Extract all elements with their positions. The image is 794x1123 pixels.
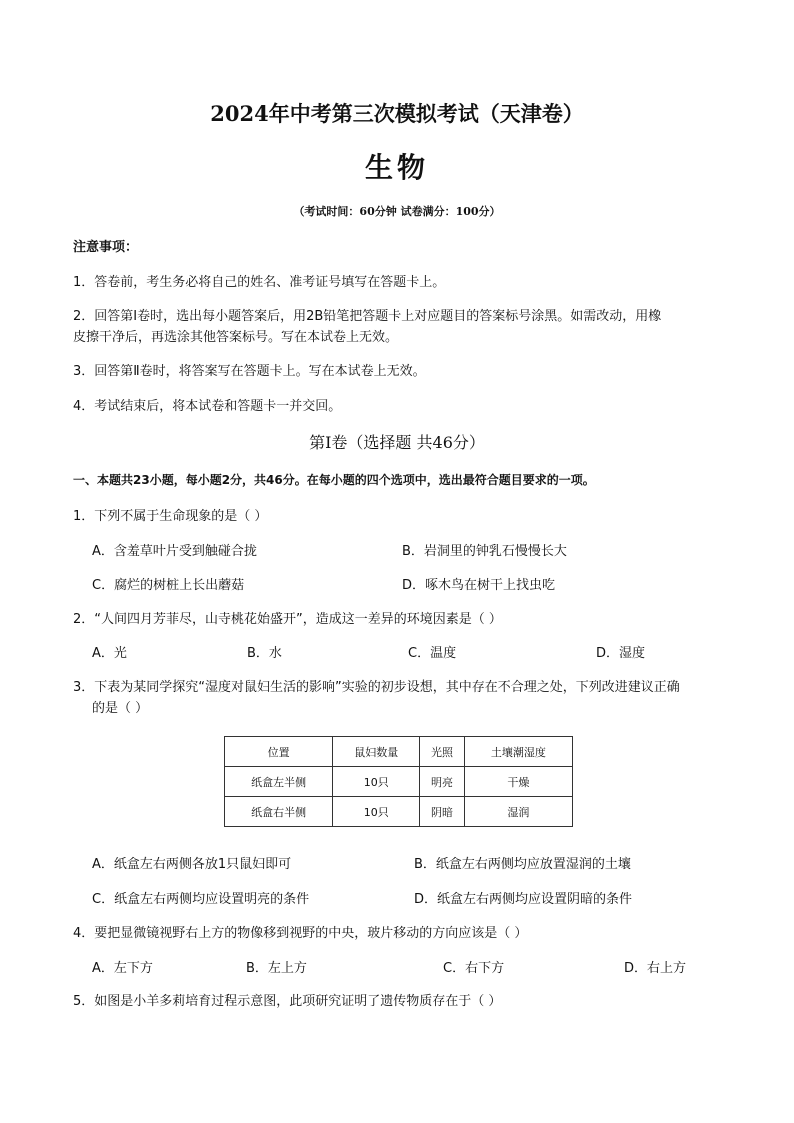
note-item: 1．答卷前，考生务必将自己的姓名、准考证号填写在答题卡上。 — [73, 275, 446, 290]
table-cell: 10只 — [333, 797, 420, 827]
q1-option-a: A．含羞草叶片受到触碰合拢 — [92, 544, 257, 559]
table-header-cell: 土壤潮湿度 — [464, 737, 572, 767]
table-cell: 阴暗 — [420, 797, 464, 827]
q2-option-b: B．水 — [247, 646, 282, 661]
table-cell: 明亮 — [420, 767, 464, 797]
notes-heading: 注意事项： — [73, 240, 139, 255]
q2-option-a: A．光 — [92, 646, 127, 661]
q1-option-d: D．啄木鸟在树干上找虫吃 — [402, 578, 556, 593]
table-cell: 10只 — [333, 767, 420, 797]
note-item: 2．回答第Ⅰ卷时，选出每小题答案后，用2B铅笔把答题卡上对应题目的答案标号涂黑。如需改动，用橡 — [73, 309, 662, 324]
table-cell: 纸盒左半侧 — [225, 767, 333, 797]
note-item: 皮擦干净后，再选涂其他答案标号。写在本试卷上无效。 — [73, 330, 399, 345]
q4-option-a: A．左下方 — [92, 961, 153, 976]
table-row — [225, 767, 573, 797]
exam-meta: （考试时间：60分钟 试卷满分：100分） — [293, 205, 501, 218]
table-cell: 湿润 — [464, 797, 572, 827]
table-header-cell: 光照 — [420, 737, 464, 767]
subject-title: 生物 — [364, 151, 429, 184]
exam-title: 2024年中考第三次模拟考试（天津卷） — [210, 101, 584, 126]
question-5-stem: 5．如图是小羊多莉培育过程示意图，此项研究证明了遗传物质存在于（ ） — [73, 994, 502, 1009]
q3-option-b: B．纸盒左右两侧均应放置湿润的土壤 — [414, 857, 631, 872]
q4-option-c: C．右下方 — [443, 961, 505, 976]
q1-option-c: C．腐烂的树桩上长出蘑菇 — [92, 578, 245, 593]
q4-option-d: D．右上方 — [624, 961, 687, 976]
q3-option-a: A．纸盒左右两侧各放1只鼠妇即可 — [92, 857, 292, 872]
section-title: 第Ⅰ卷（选择题 共46分） — [309, 433, 485, 452]
q2-option-c: C．温度 — [408, 646, 457, 661]
table-header-row — [225, 737, 573, 767]
table-header-cell: 位置 — [225, 737, 333, 767]
question-3-stem-cont: 的是（ ） — [92, 701, 149, 716]
table-header-cell: 鼠妇数量 — [333, 737, 420, 767]
note-item: 3．回答第Ⅱ卷时，将答案写在答题卡上。写在本试卷上无效。 — [73, 364, 426, 379]
question-2-stem: 2．“人间四月芳菲尽，山寺桃花始盛开”，造成这一差异的环境因素是（ ） — [73, 612, 502, 627]
q4-option-b: B．左上方 — [246, 961, 307, 976]
question-4-stem: 4．要把显微镜视野右上方的物像移到视野的中央，玻片移动的方向应该是（ ） — [73, 926, 528, 941]
note-item: 4．考试结束后，将本试卷和答题卡一并交回。 — [73, 399, 342, 414]
q1-option-b: B．岩洞里的钟乳石慢慢长大 — [402, 544, 567, 559]
q3-option-c: C．纸盒左右两侧均应设置明亮的条件 — [92, 892, 310, 907]
experiment-table — [224, 736, 573, 827]
section-instruction: 一、本题共23小题，每小题2分，共46分。在每小题的四个选项中，选出最符合题目要求的一项。 — [73, 473, 595, 487]
question-3-stem: 3．下表为某同学探究“湿度对鼠妇生活的影响”实验的初步设想，其中存在不合理之处，下列改进建议正确 — [73, 680, 680, 695]
q2-option-d: D．湿度 — [596, 646, 646, 661]
table-cell: 纸盒右半侧 — [225, 797, 333, 827]
q3-option-d: D．纸盒左右两侧均应设置阴暗的条件 — [414, 892, 633, 907]
table-cell: 干燥 — [464, 767, 572, 797]
table-row — [225, 797, 573, 827]
question-1-stem: 1．下列不属于生命现象的是（ ） — [73, 509, 268, 524]
